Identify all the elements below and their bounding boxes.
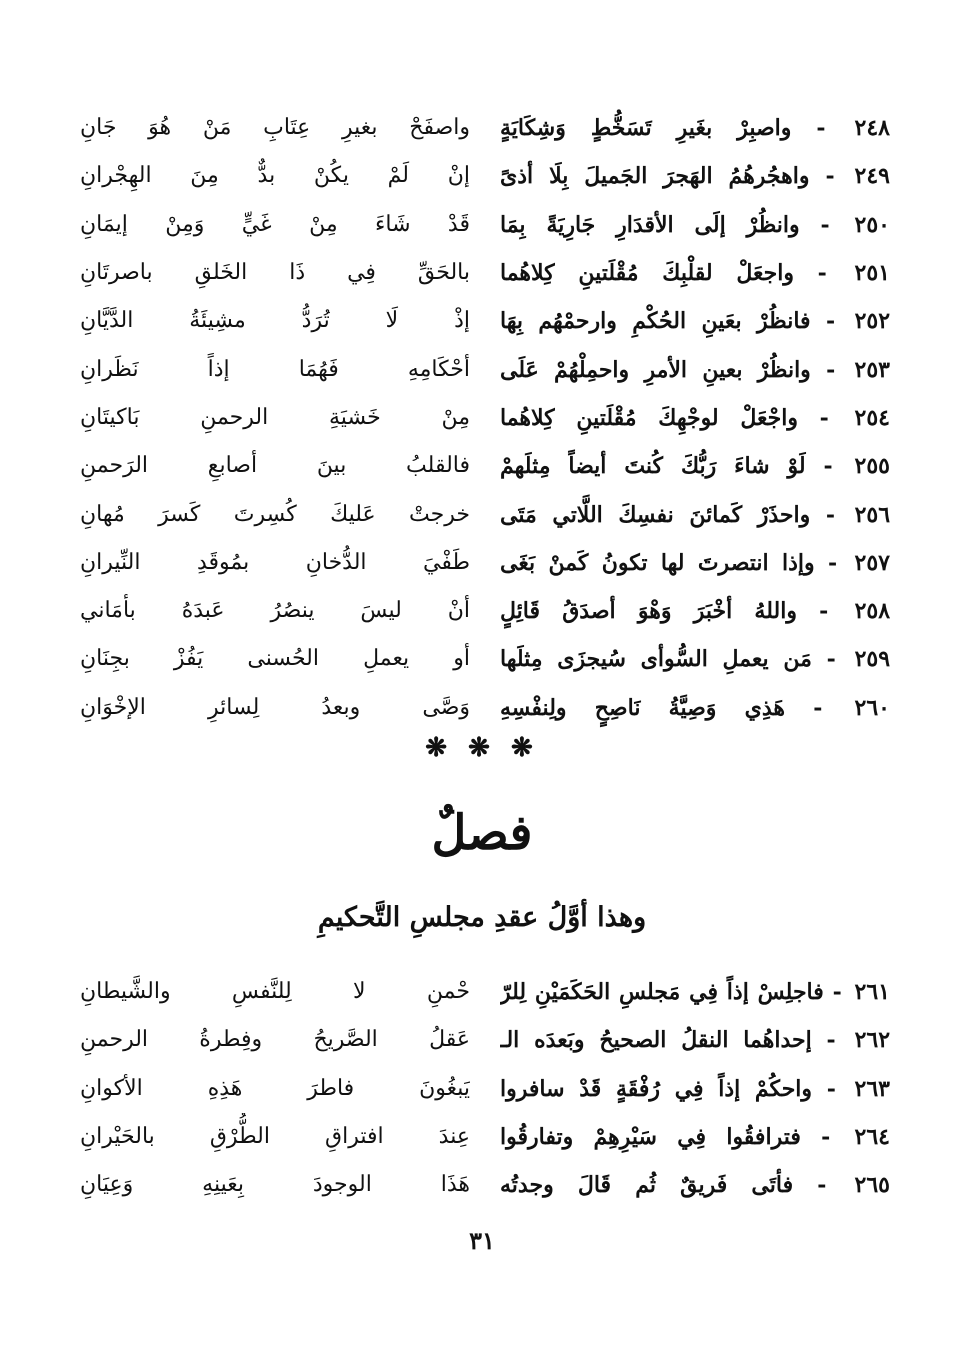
first-hemistich-text: وانظُرْ بعينِ الأمرِ واحمِلْهُمْ عَلَى: [500, 356, 811, 383]
first-hemistich-text: هَذِي وَصِيَّةُ نَاصِحٍ ولِنفْسِهِ: [500, 694, 785, 721]
verse-second-hemistich: حْمنِ لا لِلنَّفسِ والشَّيطانِ: [80, 979, 470, 1005]
first-hemistich-text: واحكُمْ إذاً فِي رُفْقَةٍ قَدْ سافروا: [500, 1075, 813, 1102]
page-number: ٣١: [469, 1226, 495, 1255]
verse-second-hemistich: عَقلُ الصَّريحُ وفِطرةُ الرحمنِ: [80, 1027, 470, 1053]
verse-second-hemistich: بالحَقِّ فِي ذَا الخَلقِ باصرتَانِ: [80, 260, 470, 286]
verse-first-hemistich: ٢٥٢ - فانظُرْ بعَينِ الحُكْمِ وارحمْهُم بِهَا: [500, 308, 890, 335]
verse-second-hemistich: يَبغُونَ فاطرَ هَذِهِ الأكوانِ: [80, 1075, 470, 1101]
verse-250: [80, 201, 890, 249]
verse-first-hemistich: ٢٦٥ - فأتَى فَريقٌ ثُم قَالَ وجدتُه: [500, 1172, 890, 1199]
verse-number: ٢٥٠: [854, 211, 890, 238]
verse-251: [80, 249, 890, 297]
verse-number: ٢٥٥: [854, 453, 890, 480]
verses-top: [80, 104, 890, 732]
first-hemistich-text: فاجلِسْ إذاً فِي مَجلسِ الحَكَمَيْنِ لِلرّ: [500, 979, 824, 1006]
verse-second-hemistich: عِندَ افتراقِ الطُّرْقِ بالحَيْرانِ: [80, 1124, 470, 1150]
verse-number: ٢٤٨: [854, 115, 890, 142]
verse-second-hemistich: واصفَحْ بغيرِ عِتَابِ مَنْ هُوَ جَانِ: [80, 115, 470, 141]
verse-number: ٢٦٥: [854, 1172, 890, 1199]
verse-second-hemistich: طَفْيَ الدُّخانِ بمُوقَدِ النِّيرانِ: [80, 549, 470, 575]
verse-number: ٢٥٩: [854, 646, 890, 673]
verse-265: [80, 1161, 890, 1209]
section-separator: ❋ ❋ ❋: [425, 733, 539, 763]
verse-248: [80, 104, 890, 152]
first-hemistich-text: واجعَلْ لقلْبِكَ مُقْلَتينِ كِلاهُما: [500, 260, 794, 287]
verse-first-hemistich: ٢٦١ - فاجلِسْ إذاً فِي مَجلسِ الحَكَمَيْنِ لِلرّ: [500, 979, 890, 1006]
first-hemistich-text: لَوْ شاءَ رَبُّكَ كُنتَ أيضاً مِثلَهمْ: [500, 453, 806, 480]
verse-264: [80, 1113, 890, 1161]
verses-bottom: [80, 968, 890, 1209]
first-hemistich-text: فانظُرْ بعَينِ الحُكْمِ وارحمْهُم بِهَا: [500, 308, 811, 335]
verse-258: [80, 587, 890, 635]
verse-second-hemistich: وَصَّى وبعدُ لِسائرِ الإخْوَانِ: [80, 694, 470, 720]
verse-first-hemistich: ٢٥٠ - وانظُرْ إلَى الأقدَارِ جَارِيَةً بِمَا: [500, 211, 890, 238]
first-hemistich-text: وانظُرْ إلَى الأقدَارِ جَارِيَةً بِمَا: [500, 211, 800, 238]
verse-first-hemistich: ٢٥٥ - لَوْ شاءَ رَبُّكَ كُنتَ أيضاً مِثلَهمْ: [500, 453, 890, 480]
verse-number: ٢٥٦: [854, 501, 890, 528]
first-hemistich-text: واللهُ أخْبَرَ وَهْوَ أصدَقُ قَائِلٍ: [500, 598, 797, 625]
first-hemistich-text: وإذا انتصرتَ لها تكونُ كَمنْ بَغَى: [500, 549, 815, 576]
verse-256: [80, 490, 890, 538]
verse-257: [80, 539, 890, 587]
verse-254: [80, 394, 890, 442]
verse-second-hemistich: أو يعملِ الحُسنى يَفُزْ بجِنَانِ: [80, 646, 470, 672]
verse-first-hemistich: ٢٦٠ - هَذِي وَصِيَّةُ نَاصِحٍ ولِنفْسِهِ: [500, 694, 890, 721]
verse-number: ٢٦٢: [854, 1027, 890, 1054]
verse-first-hemistich: ٢٤٨ - واصبِرْ بغَيرِ تَسَخُّطٍ وَشِكَايَةٍ: [500, 115, 890, 142]
verse-first-hemistich: ٢٥٧ - وإذا انتصرتَ لها تكونُ كَمنْ بَغَى: [500, 549, 890, 576]
verse-263: [80, 1065, 890, 1113]
verse-second-hemistich: أحْكَامِهِ فَهُمَا إذاً نَظَرانِ: [80, 356, 470, 382]
first-hemistich-text: واجْعَلْ لوجْهِكَ مُقْلَتينِ كِلاهُما: [500, 404, 798, 431]
verse-first-hemistich: ٢٥١ - واجعَلْ لقلْبِكَ مُقْلَتينِ كِلاهُما: [500, 260, 890, 287]
verse-number: ٢٥٧: [854, 549, 890, 576]
verse-number: ٢٥٣: [854, 356, 890, 383]
verse-number: ٢٥٢: [854, 308, 890, 335]
verse-number: ٢٦١: [854, 979, 890, 1006]
verse-second-hemistich: مِنْ خَشيَةِ الرحمنِ بَاكيتَانِ: [80, 404, 470, 430]
first-hemistich-text: فترافقُوا فِي سَيْرِهِمْ وتفارقُوا: [500, 1124, 801, 1151]
verse-249: [80, 152, 890, 200]
verse-first-hemistich: ٢٥٩ - مَن يعملِ السُّوأى سُيجزَى مِثلَها: [500, 646, 890, 673]
verse-second-hemistich: أنْ ليسَ ينصُرُ عَبدَهُ بأمَاني: [80, 598, 470, 624]
verse-number: ٢٦٤: [854, 1124, 890, 1151]
verse-second-hemistich: هَذَا الوجودَ بِعَينِهِ وَعِيَانِ: [80, 1172, 470, 1198]
verse-second-hemistich: إنْ لَمْ يكُنْ بدٌّ مِنَ الهِجْرانِ: [80, 163, 470, 189]
verse-number: ٢٥١: [854, 260, 890, 287]
section-title: فصلٌ: [431, 805, 533, 861]
verse-259: [80, 635, 890, 683]
section-subtitle: وهذا أوَّلُ عقدِ مجلسِ التَّحكيمِ: [317, 902, 647, 933]
verse-255: [80, 442, 890, 490]
verse-260: [80, 684, 890, 732]
verse-number: ٢٤٩: [854, 163, 890, 190]
verse-number: ٢٥٤: [854, 404, 890, 431]
verse-261: [80, 968, 890, 1016]
verse-262: [80, 1016, 890, 1064]
verse-second-hemistich: قَدْ شَاءَ مِنْ غَيٍّ وَمِنْ إيمَانِ: [80, 211, 470, 237]
first-hemistich-text: مَن يعملِ السُّوأى سُيجزَى مِثلَها: [500, 646, 812, 673]
verse-second-hemistich: إذْ لَا تُرَدُّ مشِيئَةُ الدَّيَّانِ: [80, 308, 470, 334]
verse-first-hemistich: ٢٥٨ - واللهُ أخْبَرَ وَهْوَ أصدَقُ قَائِلٍ: [500, 598, 890, 625]
verse-first-hemistich: ٢٥٤ - واجْعَلْ لوجْهِكَ مُقْلَتينِ كِلاهُما: [500, 404, 890, 431]
verse-second-hemistich: خرجتْ عَليكَ كُسِرتَ كَسرَ مُهانِ: [80, 501, 470, 527]
first-hemistich-text: إحداهُما النقلُ الصحيحُ وبَعدَه الـ: [500, 1027, 812, 1054]
verse-first-hemistich: ٢٦٤ - فترافقُوا فِي سَيْرِهِمْ وتفارقُوا: [500, 1124, 890, 1151]
verse-first-hemistich: ٢٥٣ - وانظُرْ بعينِ الأمرِ واحمِلْهُمْ عَلَى: [500, 356, 890, 383]
verse-253: [80, 345, 890, 393]
verse-first-hemistich: ٢٥٦ - واحذَرْ كَمائنَ نفسِكَ اللَّاتي مَتَى: [500, 501, 890, 528]
verse-second-hemistich: فالقلبُ بينَ أصابعِ الرَحمنِ: [80, 453, 470, 479]
verse-number: ٢٥٨: [854, 598, 890, 625]
verse-first-hemistich: ٢٤٩ - واهجُرهُمُ الهَجرَ الجَميلَ بِلَا أذىً: [500, 163, 890, 190]
first-hemistich-text: واهجُرهُمُ الهَجرَ الجَميلَ بِلَا أذىً: [500, 163, 810, 190]
verse-252: [80, 297, 890, 345]
first-hemistich-text: واصبِرْ بغَيرِ تَسَخُّطٍ وَشِكَايَةٍ: [500, 115, 792, 142]
verse-number: ٢٦٣: [854, 1075, 890, 1102]
first-hemistich-text: فأتَى فَريقٌ ثُم قَالَ وجدتُه: [500, 1172, 794, 1199]
first-hemistich-text: واحذَرْ كَمائنَ نفسِكَ اللَّاتي مَتَى: [500, 501, 811, 528]
verse-first-hemistich: ٢٦٣ - واحكُمْ إذاً فِي رُفْقَةٍ قَدْ سافروا: [500, 1075, 890, 1102]
verse-number: ٢٦٠: [854, 694, 890, 721]
verse-first-hemistich: ٢٦٢ - إحداهُما النقلُ الصحيحُ وبَعدَه الـ: [500, 1027, 890, 1054]
